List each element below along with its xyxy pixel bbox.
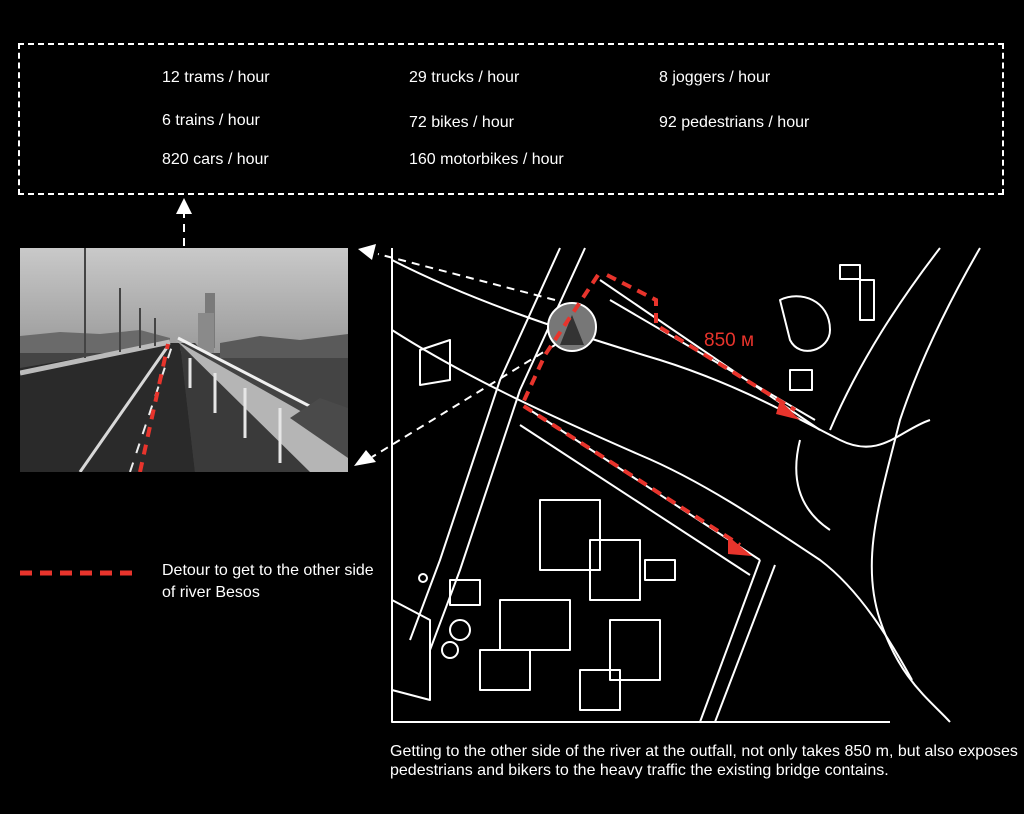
arrow-up-icon (176, 198, 192, 246)
stat-joggers: 8 joggers / hour (659, 69, 771, 86)
distance-label: 850 м (704, 330, 755, 351)
stat-bikes: 72 bikes / hour (409, 114, 514, 131)
legend-label: Detour to get to the other side of river Besos (162, 562, 374, 601)
stat-trucks: 29 trucks / hour (409, 69, 520, 86)
arrow-left-icon (354, 244, 555, 466)
caption-text: Getting to the other side of the river at the outfall, not only takes 850 m, but also exposes pedestrians and bikers to the heavy traffic the existing bridge contains. (390, 743, 1018, 779)
stat-pedestrians: 92 pedestrians / hour (659, 114, 810, 131)
stat-cars: 820 cars / hour (162, 151, 269, 168)
stat-motorbikes: 160 motorbikes / hour (409, 151, 564, 168)
site-map (392, 248, 980, 722)
stat-trains: 6 trains / hour (162, 112, 260, 129)
stat-trams: 12 trams / hour (162, 69, 270, 86)
